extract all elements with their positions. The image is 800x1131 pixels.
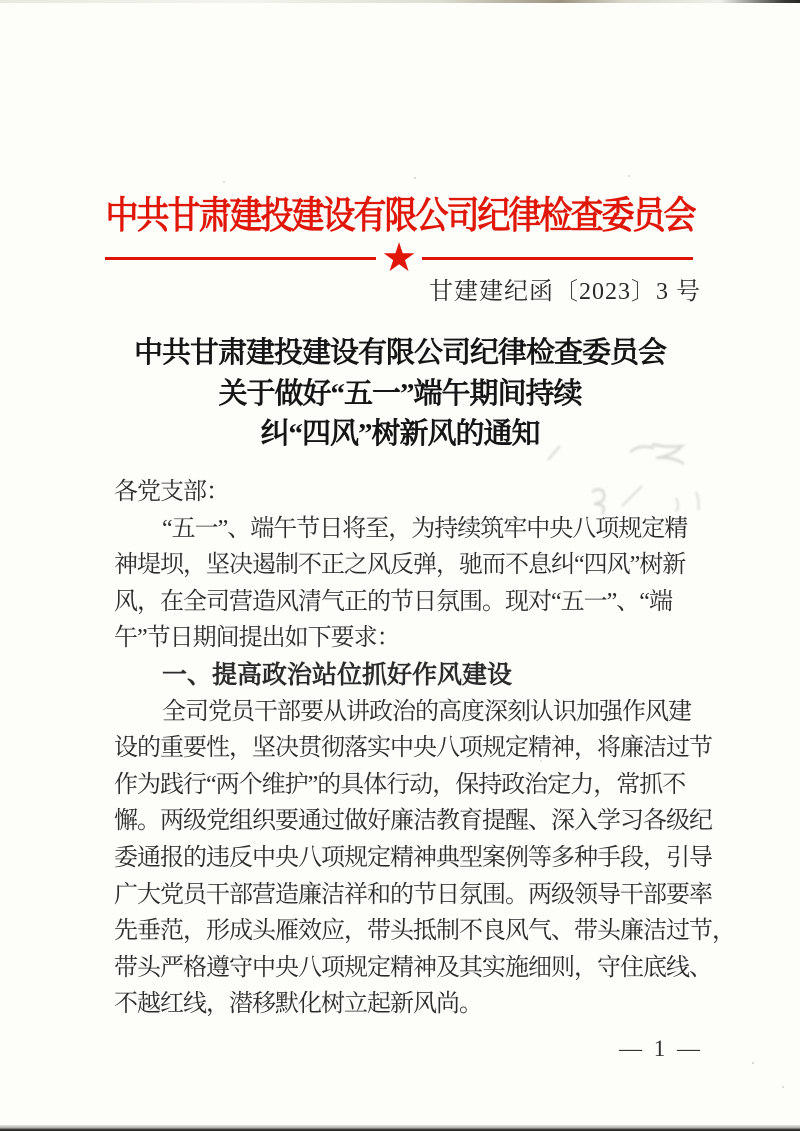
title-line-2: 关于做好“五一”端午期间持续 (218, 377, 582, 410)
issuing-org-header: 中共甘肃建投建设有限公司纪律检查委员会 (105, 196, 695, 237)
body-text-line: 神堤坝，坚决遏制不正之风反弹，驰而不息纠“四风”树新 (114, 552, 686, 579)
dust-speck (223, 181, 225, 183)
body-text-line: 午”节日期间提出如下要求： (114, 625, 400, 652)
body-text-line: 带头严格遵守中央八项规定精神及其实施细则，守住底线、 (114, 954, 712, 981)
body-text-line: “五一”、端午节日将至，为持续筑牢中央八项规定精 (162, 515, 688, 542)
page-number: — 1 — (619, 1036, 703, 1061)
document-body (114, 474, 735, 1023)
document-reference-number: 甘建建纪函〔2023〕3 号 (429, 279, 701, 305)
body-text-line: 风，在全司营造风清气正的节日氛围。现对“五一”、“端 (114, 588, 672, 615)
title-line-1: 中共甘肃建投建设有限公司纪律检查委员会 (133, 337, 666, 369)
dust-speck (414, 177, 416, 179)
body-text-line: 先垂范，形成头雁效应，带头抵制不良风气、带头廉洁过节， (114, 918, 735, 945)
title-line-3: 纠“四风”树新风的通知 (260, 418, 540, 450)
scan-artifact-bottom-edge (0, 1125, 800, 1131)
body-text-line: 全司党员干部要从讲政治的高度深刻认识加强作风建 (162, 698, 691, 725)
dust-speck (628, 175, 630, 177)
body-text-line: 一、提高政治站位抓好作风建设 (162, 660, 513, 689)
dust-speck (782, 1086, 784, 1088)
body-text-line: 不越红线，潜移默化树立起新风尚。 (114, 991, 482, 1018)
body-text-line: 委通报的违反中央八项规定精神典型案例等多种手段，引导 (114, 844, 712, 871)
body-text-line: 广大党员干部营造廉洁祥和的节日氛围。两级领导干部要率 (114, 881, 712, 908)
body-text-line: 设的重要性，坚决贯彻落实中央八项规定精神，将廉洁过节 (114, 735, 712, 762)
body-text-line: 懈。两级党组织要通过做好廉洁教育提醒、深入学习各级纪 (114, 808, 712, 835)
body-text-line: 各党支部： (114, 479, 229, 505)
dust-speck (752, 1062, 754, 1064)
body-text-line: 作为践行“两个维护”的具体行动，保持政治定力，常抓不 (114, 771, 686, 798)
star-icon: ★ (381, 235, 417, 280)
